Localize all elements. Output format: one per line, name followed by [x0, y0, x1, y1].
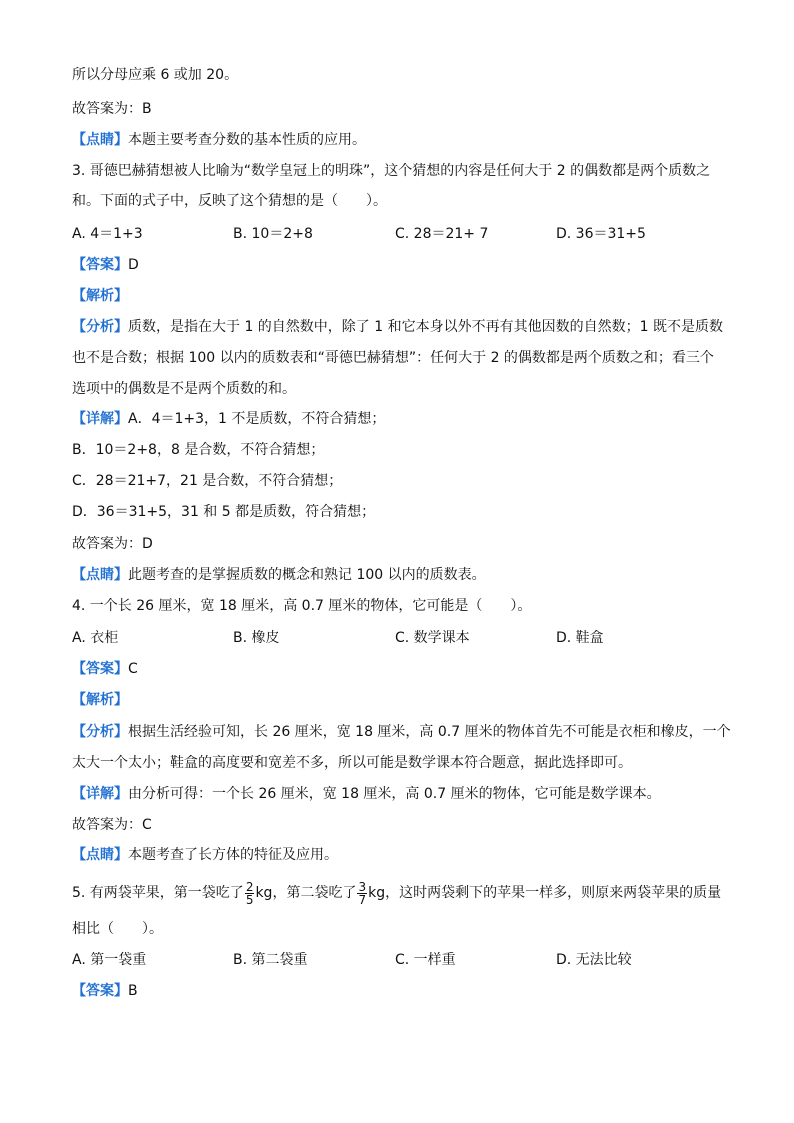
fenxi-text: 根据生活经验可知，长 26 厘米，宽 18 厘米，高 0.7 厘米的物体首先不可能是衣柜和橡皮，一个	[128, 724, 731, 740]
q4-option-a: A. 衣柜	[72, 630, 119, 646]
xiangjie-line	[72, 410, 385, 428]
answer-line	[72, 982, 138, 1000]
fraction-numerator: 3	[358, 879, 367, 894]
text-line: 也不是合数；根据 100 以内的质数表和“哥德巴赫猜想”：任何大于 2 的偶数都是两个质数之和；看三个	[72, 350, 714, 366]
point-note	[72, 131, 366, 149]
point-text: 此题考查的是掌握质数的概念和熟记 100 以内的质数表。	[128, 567, 486, 583]
q3-option-b: B. 10＝2+8	[233, 226, 313, 242]
answer-value: D	[128, 257, 139, 273]
text-line: 故答案为：C	[72, 817, 152, 833]
text-line: 选项中的偶数是不是两个质数的和。	[72, 381, 296, 397]
point-tag: 【点睛】	[72, 567, 128, 583]
answer-line	[72, 660, 138, 678]
q4-option-d: D. 鞋盒	[556, 630, 604, 646]
question-3-stem: 3. 哥德巴赫猜想被人比喻为“数学皇冠上的明珠”，这个猜想的内容是任何大于 2 的偶数都是两个质数之	[72, 163, 711, 179]
q5-option-a: A. 第一袋重	[72, 952, 147, 968]
answer-line	[72, 256, 139, 274]
text-line: 太大一个太小；鞋盒的高度要和宽差不多，所以可能是数学课本符合题意，据此选择即可。	[72, 755, 632, 771]
question-4-stem: 4. 一个长 26 厘米，宽 18 厘米，高 0.7 厘米的物体，它可能是（ ）。	[72, 598, 532, 614]
text-line: C．28＝21+7，21 是合数，不符合猜想；	[72, 473, 343, 489]
fenxi-tag: 【分析】	[72, 319, 128, 335]
point-tag: 【点睛】	[72, 132, 128, 148]
analysis-tag: 【解析】	[72, 692, 128, 708]
xiangjie-line	[72, 785, 661, 803]
question-5-stem: 相比（ ）。	[72, 921, 163, 937]
point-text: 本题考查了长方体的特征及应用。	[128, 847, 338, 863]
q3-option-d: D. 36＝31+5	[556, 226, 646, 242]
point-text: 本题主要考查分数的基本性质的应用。	[128, 132, 366, 148]
q4-option-c: C. 数学课本	[395, 630, 470, 646]
point-note	[72, 846, 338, 864]
q3-option-a: A. 4＝1+3	[72, 226, 143, 242]
fenxi-text: 质数，是指在大于 1 的自然数中，除了 1 和它本身以外不再有其他因数的自然数；1 既不是质数	[128, 319, 723, 335]
xiangjie-text: A．4＝1+3，1 不是质数，不符合猜想；	[128, 411, 386, 427]
fraction-2-5	[245, 881, 255, 906]
analysis-tag: 【解析】	[72, 288, 128, 304]
question-3-stem: 和。下面的式子中，反映了这个猜想的是（ ）。	[72, 193, 387, 209]
q4-option-b: B. 橡皮	[233, 630, 280, 646]
answer-tag: 【答案】	[72, 661, 128, 677]
xiangjie-text: 由分析可得：一个长 26 厘米，宽 18 厘米，高 0.7 厘米的物体，它可能是数学课本。	[128, 786, 661, 802]
q5-option-c: C. 一样重	[395, 952, 456, 968]
analysis-heading	[72, 691, 128, 709]
fenxi-tag: 【分析】	[72, 724, 128, 740]
question-5-stem	[72, 878, 721, 908]
text-line: 故答案为：B	[72, 101, 152, 117]
q3-option-c: C. 28＝21+ 7	[395, 226, 489, 242]
q5-text-post: kg，这时两袋剩下的苹果一样多，则原来两袋苹果的质量	[368, 885, 722, 901]
fenxi-line	[72, 318, 723, 336]
q5-text-mid: kg，第二袋吃了	[255, 885, 357, 901]
text-line: B．10＝2+8，8 是合数，不符合猜想；	[72, 442, 325, 458]
answer-tag: 【答案】	[72, 983, 128, 999]
fraction-denominator: 7	[358, 892, 367, 907]
q5-option-d: D. 无法比较	[556, 952, 632, 968]
xiangjie-tag: 【详解】	[72, 786, 128, 802]
fenxi-line	[72, 723, 731, 741]
point-tag: 【点睛】	[72, 847, 128, 863]
analysis-heading	[72, 287, 128, 305]
text-line: D．36＝31+5，31 和 5 都是质数，符合猜想；	[72, 504, 376, 520]
text-line: 所以分母应乘 6 或加 20。	[72, 67, 239, 83]
q5-text-pre: 5. 有两袋苹果，第一袋吃了	[72, 885, 244, 901]
q5-option-b: B. 第二袋重	[233, 952, 308, 968]
xiangjie-tag: 【详解】	[72, 411, 128, 427]
answer-value: C	[128, 661, 138, 677]
fraction-denominator: 5	[245, 892, 254, 907]
point-note	[72, 566, 486, 584]
answer-tag: 【答案】	[72, 257, 128, 273]
text-line: 故答案为：D	[72, 536, 153, 552]
fraction-3-7	[357, 881, 367, 906]
answer-value: B	[128, 983, 138, 999]
fraction-numerator: 2	[245, 879, 254, 894]
